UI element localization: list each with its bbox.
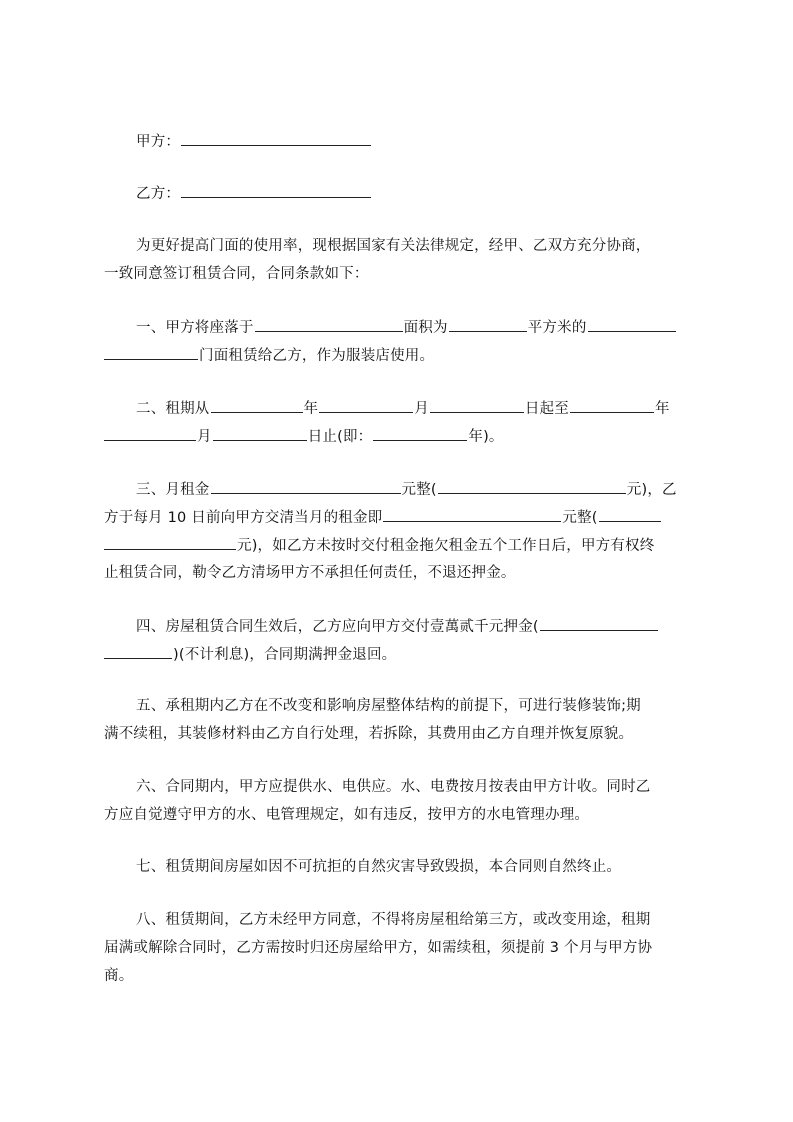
clause-8-line-3: 商。 [104,968,134,984]
party-a-label: 甲方： [136,134,181,150]
clause-3-line-4: 止租赁合同，勒令乙方清场甲方不承担任何责任，不退还押金。 [104,565,516,581]
clause-1-text-2: 面积为 [403,320,448,336]
party-b-blank [181,183,371,198]
clause-3-total-blank [383,507,561,522]
party-b-label: 乙方： [136,186,181,202]
clause-3-line-3 [104,535,704,556]
clause-4-text-2: )(不计利息)，合同期满押金退回。 [173,647,397,663]
clause-6-line-2: 方应自觉遵守甲方的水、电管理规定，如有违反，按甲方的水电管理办理。 [104,807,590,823]
clause-2-start-year-blank [211,398,303,413]
clause-2-text-4: 日起至 [524,401,570,417]
clause-1-area-blank [449,317,527,332]
clause-1-shop-blank-a [588,317,676,332]
clause-8-line-2: 届满或解除合同时，乙方需按时归还房屋给甲方，如需续租，须提前 3 个月与甲方协 [104,940,653,956]
clause-6-line-1: 六、合同期内，甲方应提供水、电供应。水、电费按月按表由甲方计收。同时乙 [136,779,651,795]
party-a-line [136,131,736,152]
clause-3-text-2: 元整( [401,482,437,498]
clause-4-line-2 [104,644,704,665]
clause-7-line-1: 七、租赁期间房屋如因不可抗拒的自然灾害导致毁损，本合同则自然终止。 [136,859,622,875]
clause-2-text-5: 年 [655,401,670,417]
clause-1-text-4: 门面租赁给乙方，作为服装店使用。 [199,348,435,364]
clause-4-deposit-blank-b [104,644,172,659]
clause-3-line-2 [104,507,704,528]
clause-2-start-month-blank [319,398,413,413]
clause-3-text-1: 三、月租金 [136,482,210,498]
party-a-blank [181,131,371,146]
party-b-line [136,183,736,204]
clause-4-deposit-blank-a [540,616,658,631]
clause-3-text-3: 元)，乙 [626,482,677,498]
clause-2-text-3: 月 [414,401,429,417]
clause-2-text-2: 年 [303,401,319,417]
clause-2-text-8: 年)。 [468,429,504,445]
clause-3-total-number-blank-a [599,507,661,522]
clause-5-line-1: 五、承租期内乙方在不改变和影响房屋整体结构的前提下，可进行装修装饰;期 [136,698,641,714]
clause-2-end-month-blank [104,426,196,441]
clause-4-line-1 [104,616,704,637]
clause-3-text-5: 元整( [562,510,598,526]
clause-4-text-1: 四、房屋租赁合同生效后，乙方应向甲方交付壹萬贰千元押金( [136,619,539,635]
clause-2-end-year-blank [570,398,654,413]
clause-3-rent-blank [211,479,401,494]
clause-2-start-day-blank [430,398,524,413]
clause-1-text-1: 一、甲方将座落于 [136,320,254,336]
clause-1-line-1 [104,317,704,338]
clause-2-text-7: 日止(即： [307,429,373,445]
clause-1-location-blank [255,317,403,332]
clause-1-shop-blank-b [104,345,198,360]
intro-line-1: 为更好提高门面的使用率，现根据国家有关法律规定，经甲、乙双方充分协商， [136,238,651,254]
clause-3-rent-number-blank [438,479,626,494]
clause-3-line-1 [104,479,704,500]
clause-2-line-1 [104,398,704,419]
clause-1-line-2 [104,345,704,366]
clause-5-line-2: 满不续租，其装修材料由乙方自行处理，若拆除，其费用由乙方自理并恢复原貌。 [104,726,634,742]
intro-line-2: 一致同意签订租赁合同，合同条款如下： [104,266,369,282]
clause-1-text-3: 平方米的 [527,320,587,336]
clause-2-end-day-blank [213,426,307,441]
clause-2-duration-blank [373,426,467,441]
clause-2-text-1: 二、租期从 [136,401,210,417]
clause-3-text-4: 方于每月 10 日前向甲方交清当月的租金即 [104,510,383,526]
clause-3-total-number-blank-b [104,535,236,550]
clause-2-text-6: 月 [197,429,212,445]
clause-2-line-2 [104,426,704,447]
clause-8-line-1: 八、租赁期间，乙方未经甲方同意，不得将房屋租给第三方，或改变用途，租期 [136,912,651,928]
clause-3-text-6: 元)，如乙方未按时交付租金拖欠租金五个工作日后，甲方有权终 [237,538,655,554]
